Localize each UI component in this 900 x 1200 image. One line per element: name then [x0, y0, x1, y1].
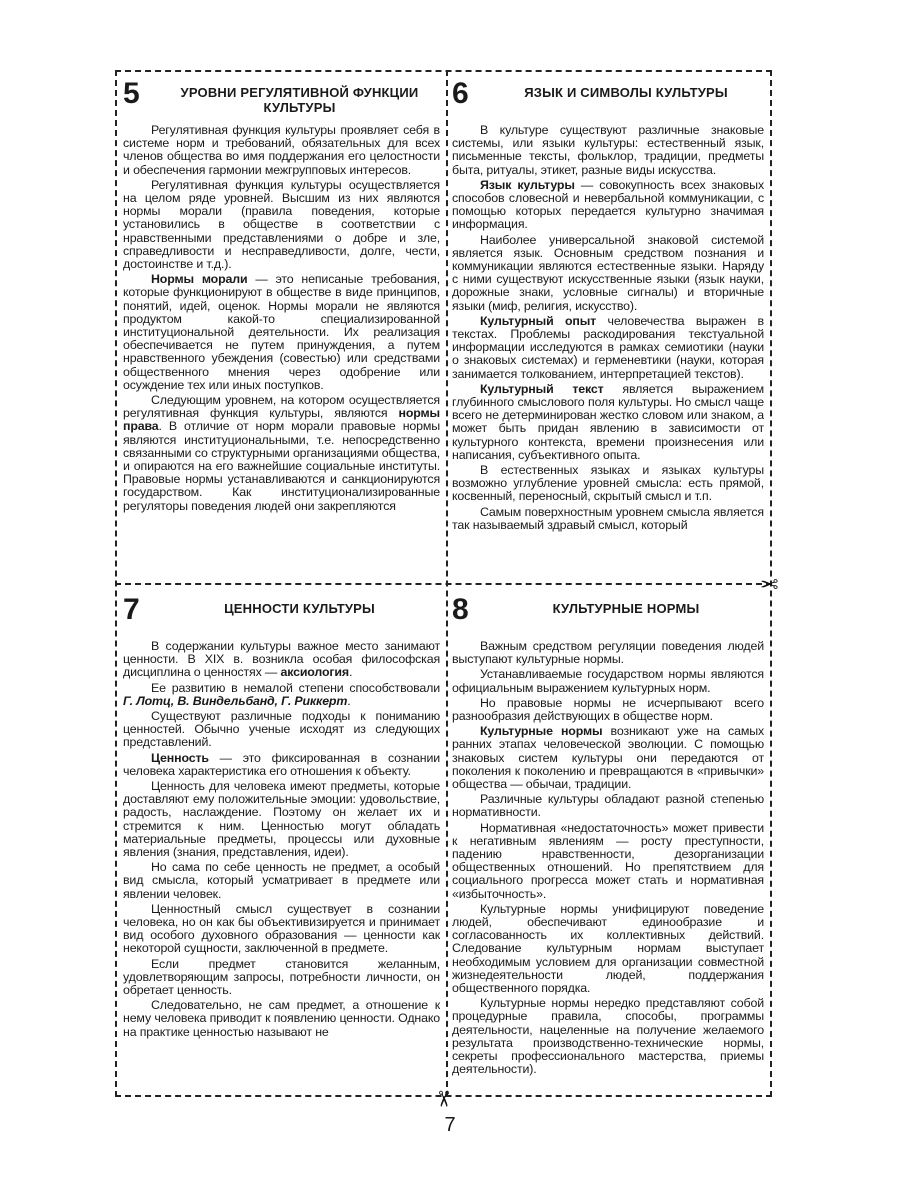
text-run: В естественных языках и языках культуры возможно углубление уровней смысла: есть прямой, косвенный, переносный, скрытый смысл и т.п. [452, 463, 764, 504]
paragraph [452, 124, 764, 177]
card-number: 7 [123, 593, 140, 626]
paragraph [123, 861, 440, 901]
text-run: Если предмет становится желанным, удовлетворяющим запросы, потребности личности, он обретает ценность. [123, 956, 440, 998]
text-run: В культуре существуют различные знаковые системы, или языки культуры: естественный язык, письменные тексты, фольклор, традиции, предметы быта, ритуалы, этикет, разные виды искусства. [452, 123, 764, 177]
card-header [452, 592, 764, 640]
paragraph [452, 640, 764, 666]
paragraph [123, 682, 440, 708]
text-run: Ее развитию в немалой степени способствовали [151, 680, 440, 695]
text-run: . [347, 693, 351, 708]
paragraph [452, 697, 764, 723]
text-run: Существуют различные подходы к пониманию ценностей. Обычно ученые исходят из следующих представлений. [123, 709, 440, 750]
paragraph [123, 780, 440, 859]
card-8 [452, 592, 764, 1088]
bold-term: Язык культуры [480, 177, 575, 192]
paragraph [123, 903, 440, 956]
paragraph [123, 124, 440, 177]
horizontal-cut-line [115, 583, 772, 585]
text-run: — это фиксированная в сознании человека характеристика его отношения к объекту. [123, 750, 440, 778]
paragraph [123, 640, 440, 680]
paragraph [123, 179, 440, 271]
card-6 [452, 76, 764, 579]
bold-term: Культурный текст [480, 381, 604, 396]
text-run: является выражением глубинного смыслового поля культуры. Но смысл чаще всего не детерминирован жестко словом или знаком, а может быть придан явлению в зависимости от культурного контекста, времени произнесения или написания, субъективного опыта. [452, 381, 764, 462]
paragraph [123, 710, 440, 750]
paragraph [452, 903, 764, 995]
bold-term: аксиология [280, 665, 349, 680]
text-run: Различные культуры обладают разной степенью нормативности. [452, 792, 764, 820]
paragraph [452, 725, 764, 791]
text-run: человечества выражен в текстах. Проблемы раскодирования текстуальной информации исследуются в рамках семиотики (науки о знаковых системах) и герменевтики (науки, которая занимается толкованием, интерпретацией текстов). [452, 313, 764, 381]
paragraph [452, 383, 764, 462]
paragraph [452, 822, 764, 901]
text-run: Важным средством регуляции поведения людей выступают культурные нормы. [452, 639, 764, 667]
paragraph [123, 394, 440, 513]
bold-term: нормы права [123, 406, 440, 434]
card-title: ЦЕННОСТИ КУЛЬТУРЫ [224, 601, 375, 616]
text-run: Регулятивная функция культуры осуществляется на целом ряде уровней. Высшим из них являются нормы морали (правила поведения, которые установились в обществе в соответствии с нравственными представлениями о добре и зле, справедливости и несправедливости, долге, чести, достоинстве и т.д.). [123, 177, 440, 272]
bold-term: Нормы морали [151, 272, 248, 287]
text-run: . В отличие от норм морали правовые нормы являются институциональными, т.е. непосредственно связанными со структурными организациями общества, и опираются на его важнейшие социальные институты. Правовые нормы устанавливаются и санкционируются государством. Как институционализированные регуляторы поведения людей они закрепляются [123, 419, 440, 513]
page-number: 7 [444, 1114, 456, 1136]
card-7 [123, 592, 440, 1088]
paragraph [123, 999, 440, 1039]
card-number: 8 [452, 593, 469, 626]
text-run: Но правовые нормы не исчерпывают всего разнообразия действующих в обществе норм. [452, 695, 764, 724]
text-run: . [348, 665, 353, 680]
paragraph [452, 793, 764, 819]
text-run: Самым поверхностным уровнем смысла является так называемый здравый смысл, который [452, 504, 764, 532]
text-run: Регулятивная функция культуры проявляет себя в системе норм и требований, обязательных для всех членов общества во имя поддержания его целостности и обеспечения гармонии межгрупповых интересов. [123, 123, 440, 177]
paragraph [452, 997, 764, 1076]
paragraph [452, 179, 764, 232]
text-run: Нормативная «недостаточность» может привести к негативным явлениям — росту преступности, падению нравственности, дезорганизации общественных отношений. Но препятствием для социального прогресса может стать и нормативная «избыточность». [452, 820, 764, 901]
bold-term: Культурный опыт [480, 313, 597, 328]
card-title: УРОВНИ РЕГУЛЯТИВНОЙ ФУНКЦИИ КУЛЬТУРЫ [180, 85, 419, 115]
text-run: Ценностный смысл существует в сознании человека, но он как бы объективизируется и принимает вид особого духовного образования — ценности как некоторой сущности, заключенной в предмете. [123, 901, 440, 956]
paragraph [452, 668, 764, 694]
text-run: Устанавливаемые государством нормы являются официальным выражением культурных норм. [452, 667, 764, 695]
text-run: Культурные нормы нередко представляют собой процедурные правила, способы, программы деятельности, нацеленные на получение желаемого результата производственно-технические нормы, секреты профессионального мастерства, приемы деятельности). [452, 996, 764, 1077]
text-run: Наиболее универсальной знаковой системой является язык. Основным средством познания и коммуникации являются естественные языки. Наряду с ними существуют искусственные языки (язык науки, дорожные знаки, условные сигналы) и вторичные языки (миф, религия, искусство). [452, 232, 764, 313]
scissors-icon: ✂ [760, 571, 779, 596]
text-run: — совокупность всех знаковых способов словесной и невербальной коммуникации, с помощью которых передается культурно значимая информация. [452, 177, 764, 232]
paragraph [452, 315, 764, 381]
card-number: 6 [452, 77, 469, 110]
card-header [123, 76, 440, 124]
author-names: Г. Лотц, В. Виндельбанд, Г. Риккерт [123, 693, 348, 708]
text-run: Следующим уровнем, на котором осуществляется регулятивная функция культуры, являются [123, 393, 440, 421]
card-5 [123, 76, 440, 579]
text-run: Следовательно, не сам предмет, а отношение к нему человека приводит к появлению ценности. Однако на практике ценностью называют не [123, 998, 440, 1039]
card-body [123, 124, 440, 513]
text-run: В содержании культуры важное место занимают ценности. В XIX в. возникла особая философская дисциплина о ценностях — [123, 639, 440, 680]
text-run: Ценность для человека имеют предметы, которые доставляют ему положительные эмоции: удовольствие, радость, наслаждение. Поэтому он желает их и стремится к ним. Ценностью могут обладать материальные предметы, процессы или духовные явления (знания, представления, идеи). [123, 779, 440, 860]
text-run: возникают уже на самых ранних этапах человеческой эволюции. С помощью знаковых систем культуры они передаются от поколения к поколению и превращаются в «привычки» общества — обычаи, традиции. [452, 724, 764, 792]
paragraph [452, 464, 764, 504]
paragraph [452, 234, 764, 313]
paragraph [452, 506, 764, 532]
card-number: 5 [123, 77, 140, 110]
paragraph [123, 752, 440, 778]
paragraph [123, 273, 440, 392]
card-header [123, 592, 440, 640]
card-header [452, 76, 764, 124]
card-title: ЯЗЫК И СИМВОЛЫ КУЛЬТУРЫ [524, 85, 728, 100]
card-title: КУЛЬТУРНЫЕ НОРМЫ [552, 601, 700, 616]
bold-term: Ценность [151, 750, 209, 765]
text-run: Культурные нормы унифицируют поведение людей, обеспечивают единообразие и согласованность их коллективных действий. Следование культурным нормам выступает необходимым условием для организации совместной жизнедеятельности людей, поддержания общественного порядка. [452, 901, 764, 996]
bold-term: Культурные нормы [480, 724, 603, 739]
text-run: — это неписаные требования, которые функционируют в обществе в виде принципов, понятий, идей, оценок. Нормы морали не являются продуктом какой-то специализированной институциональной деятельности. Их реализация обеспечивается не путем принуждения, а путем нравственного убеждения (совестью) или средствами общественного мнения через одобрение или осуждение тех или иных поступков. [123, 272, 440, 392]
paragraph [123, 958, 440, 998]
card-body [123, 640, 440, 1039]
text-run: Но сама по себе ценность не предмет, а особый вид смысла, который усматривает в предмете или явлении человек. [123, 860, 440, 901]
scissors-icon: ✂ [431, 1089, 457, 1109]
card-body [452, 124, 764, 532]
card-body [452, 640, 764, 1077]
